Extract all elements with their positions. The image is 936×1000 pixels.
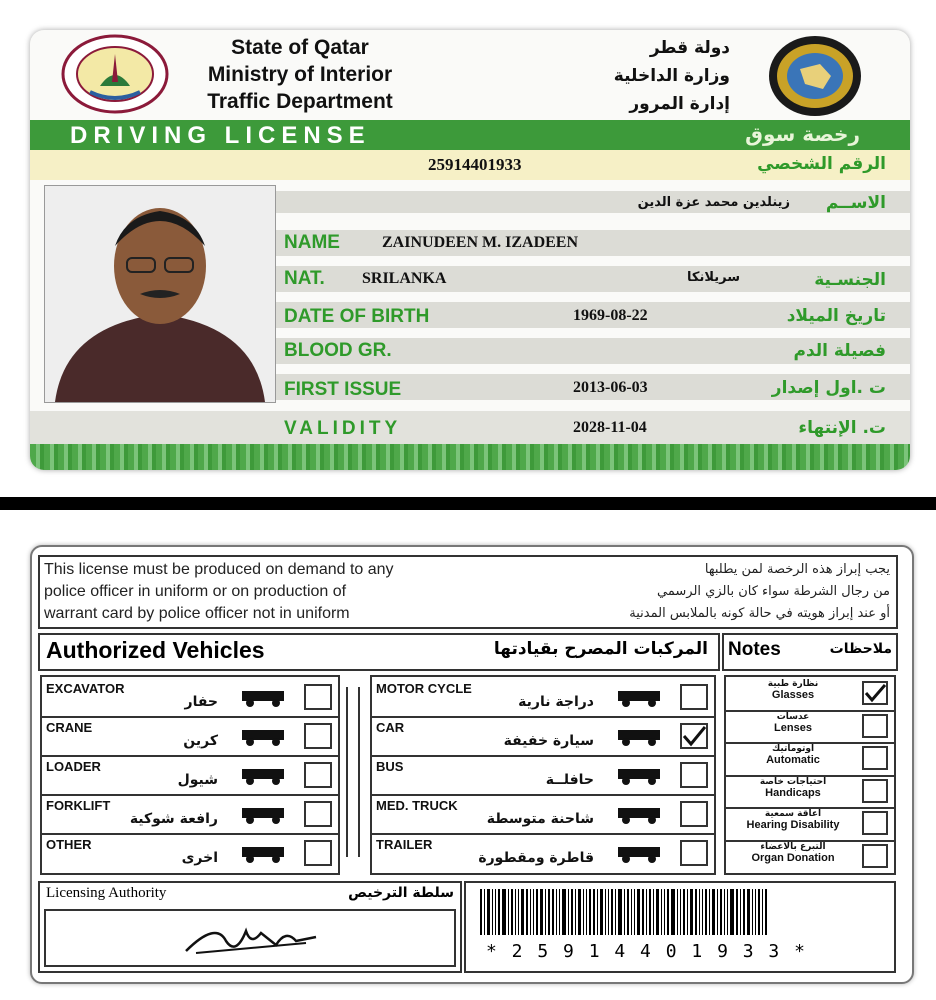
barcode-bar [671, 889, 675, 935]
note-row [726, 840, 894, 873]
barcode-bar [583, 889, 584, 935]
vehicle-icon [228, 685, 298, 707]
barcode-bar [752, 889, 753, 935]
decorative-border [30, 444, 910, 470]
validity-value: 2028-11-04 [573, 419, 647, 436]
note-row [726, 742, 894, 777]
id-row [30, 150, 910, 180]
authority-en: Licensing Authority [46, 885, 167, 901]
note-label-ar: عدسات [776, 711, 810, 722]
note-label [728, 842, 858, 865]
barcode-bar [589, 889, 591, 935]
qatar-emblem-icon [60, 34, 170, 114]
vehicles-title-en: Authorized Vehicles [46, 637, 265, 663]
dob-value: 1969-08-22 [573, 307, 648, 324]
note-checkbox[interactable] [862, 714, 888, 738]
vehicle-name-ar: دراجة نارية [518, 694, 594, 710]
barcode-bar [637, 889, 640, 935]
note-label [728, 712, 858, 735]
vehicle-icon [604, 724, 674, 746]
vehicle-checkbox[interactable] [304, 684, 332, 710]
barcode-bar [575, 889, 576, 935]
barcode-bar [624, 889, 625, 935]
vehicle-checkbox[interactable] [304, 801, 332, 827]
left-row [42, 794, 338, 835]
barcode-bar [552, 889, 554, 935]
note-label-en: Hearing Disability [746, 819, 840, 832]
notes-column [724, 675, 896, 875]
vehicle-name-ar: حافلــة [545, 772, 594, 788]
notice-line: This license must be produced on demand to any [44, 561, 394, 578]
validity-label: VALIDITY [284, 418, 402, 439]
stripe [275, 230, 910, 256]
note-label-ar: نظارة طبية [767, 679, 819, 689]
license-front [30, 30, 910, 470]
title-ar: رخصة سوق [745, 122, 860, 146]
barcode-icon [480, 889, 880, 935]
header-line-ar: إدارة المرور [629, 94, 730, 114]
note-label-ar: اعاقة سمعية [764, 809, 822, 820]
notice-line: warrant card by police officer not in uniform [44, 605, 350, 622]
vehicle-checkbox[interactable] [680, 684, 708, 710]
header-line: Traffic Department [207, 90, 393, 113]
note-label-ar: اوتوماتيك [771, 744, 815, 755]
barcode-bar [559, 889, 560, 935]
note-label-ar: التبرع بالاعضاء [760, 842, 826, 852]
nat-label: NAT. [284, 268, 325, 289]
barcode-bar [631, 889, 632, 935]
note-label-en: Automatic [766, 754, 820, 767]
mid-row [372, 716, 714, 757]
nat-value-ar: سريلانكا [687, 270, 740, 285]
barcode-bar [556, 889, 557, 935]
barcode-bar [615, 889, 616, 935]
nat-value: SRILANKA [362, 270, 447, 287]
notes-header [722, 633, 898, 671]
title-band [30, 120, 910, 150]
barcode-bar [605, 889, 606, 935]
barcode-bar [530, 889, 531, 935]
vehicle-checkbox[interactable] [680, 801, 708, 827]
barcode-bar [502, 889, 506, 935]
vehicle-checkbox[interactable] [304, 840, 332, 866]
barcode-bar [515, 889, 516, 935]
mid-row [372, 677, 714, 718]
vehicle-name-ar: شاحنة متوسطة [486, 811, 594, 827]
vehicle-checkbox[interactable] [304, 723, 332, 749]
vehicle-name-en: CAR [376, 720, 405, 735]
barcode-bar [634, 889, 635, 935]
vehicles-mid [370, 675, 716, 875]
header-line: Ministry of Interior [207, 63, 393, 86]
barcode-bar [661, 889, 662, 935]
barcode-bar [545, 889, 546, 935]
gcc-emblem-icon [765, 34, 865, 118]
barcode-bar [677, 889, 678, 935]
vehicles-left [40, 675, 340, 875]
dob-label: DATE OF BIRTH [284, 306, 430, 327]
vehicle-name-en: LOADER [46, 759, 101, 774]
vehicle-name-en: EXCAVATOR [46, 681, 125, 696]
vehicle-name-ar: قاطرة ومقطورة [478, 850, 594, 866]
note-label-en: Organ Donation [751, 852, 835, 864]
bracket [346, 687, 360, 857]
mid-row [372, 794, 714, 835]
note-label [728, 679, 858, 702]
note-checkbox[interactable] [862, 681, 888, 705]
header-english [170, 34, 430, 115]
barcode-bar [586, 889, 587, 935]
notes-title-ar: ملاحظات [829, 641, 892, 657]
barcode-bar [720, 889, 722, 935]
id-label-ar: الرقم الشخصي [757, 154, 886, 174]
notice-en [44, 559, 544, 625]
notice-line-ar: من رجال الشرطة سواء كان بالزي الرسمي [657, 584, 890, 599]
barcode-bar [540, 889, 543, 935]
barcode-bar [508, 889, 509, 935]
barcode-bar [562, 889, 566, 935]
first-issue-value: 2013-06-03 [573, 379, 648, 396]
barcode-bar [618, 889, 622, 935]
barcode-bar [597, 889, 598, 935]
barcode-bar [627, 889, 629, 935]
note-label-en: Handicaps [765, 786, 821, 799]
validity-row [30, 411, 910, 444]
barcode-bar [667, 889, 669, 935]
note-label-ar: احتياجات خاصة [759, 776, 827, 787]
vehicles-title-ar: المركبات المصرح بقيادتها [493, 639, 708, 659]
vehicle-checkbox[interactable] [680, 840, 708, 866]
nat-label-ar: الجنسـية [814, 270, 886, 290]
barcode-bar [533, 889, 534, 935]
vehicle-icon [228, 841, 298, 863]
barcode-bar [717, 889, 718, 935]
barcode-bar [702, 889, 703, 935]
header-line-ar: دولة قطر [649, 38, 730, 58]
barcode-bar [649, 889, 651, 935]
notice-line-ar: يجب إبراز هذه الرخصة لمن يطلبها [704, 562, 890, 577]
vehicle-icon [604, 802, 674, 824]
vehicle-name-ar: كرين [183, 733, 218, 749]
name-label-ar: الاســم [825, 193, 886, 213]
vehicle-name-en: TRAILER [376, 837, 433, 852]
vehicle-name-en: BUS [376, 759, 404, 774]
blood-label: BLOOD GR. [284, 340, 392, 361]
vehicle-name-ar: شيول [177, 772, 218, 788]
mid-row [372, 833, 714, 872]
header-line-ar: وزارة الداخلية [613, 66, 730, 86]
left-row [42, 833, 338, 872]
note-label [728, 744, 858, 767]
note-row [726, 710, 894, 745]
vehicle-name-ar: سيارة خفيفة [503, 733, 594, 749]
vehicle-checkbox[interactable] [680, 762, 708, 788]
barcode-bar [740, 889, 741, 935]
validity-label-ar: ت. الإنتهاء [798, 418, 886, 438]
note-checkbox[interactable] [862, 811, 888, 835]
note-label [728, 777, 858, 800]
vehicle-name-ar: حفار [184, 694, 218, 710]
barcode-bar [492, 889, 493, 935]
note-label-en: Lenses [774, 721, 812, 734]
dob-label-ar: تاريخ الميلاد [786, 306, 886, 326]
barcode-bar [578, 889, 581, 935]
barcode-bar [656, 889, 659, 935]
name-value: ZAINUDEEN M. IZADEEN [382, 234, 579, 251]
holder-photo [44, 185, 276, 403]
barcode-bar [724, 889, 725, 935]
name-ar: زينلدين محمد عزة الدين [637, 195, 790, 210]
vehicle-icon [228, 802, 298, 824]
barcode-box [464, 881, 896, 973]
note-label [728, 809, 858, 832]
barcode-bar [712, 889, 715, 935]
barcode-bar [762, 889, 763, 935]
vehicle-icon [228, 763, 298, 785]
barcode-bar [695, 889, 697, 935]
vehicle-name-en: CRANE [46, 720, 93, 735]
left-row [42, 716, 338, 757]
barcode-bar [608, 889, 609, 935]
barcode-bar [480, 889, 482, 935]
barcode-bar [571, 889, 573, 935]
barcode-bar [755, 889, 756, 935]
vehicle-name-ar: رافعة شوكية [129, 811, 218, 827]
vehicle-name-en: FORKLIFT [46, 798, 111, 813]
barcode-bar [548, 889, 550, 935]
signature-area [44, 909, 456, 967]
barcode-bar [664, 889, 665, 935]
barcode-bar [699, 889, 700, 935]
vehicle-icon [604, 763, 674, 785]
barcode-bar [521, 889, 524, 935]
vehicle-checkbox[interactable] [304, 762, 332, 788]
note-label-en: Glasses [771, 689, 815, 701]
barcode-bar [758, 889, 760, 935]
note-row [726, 677, 894, 712]
first-issue-label: FIRST ISSUE [284, 379, 402, 400]
vehicles-header [38, 633, 720, 671]
mid-row [372, 755, 714, 796]
note-row [726, 807, 894, 842]
barcode-bar [518, 889, 519, 935]
title-en: DRIVING LICENSE [70, 122, 371, 149]
barcode-bar [683, 889, 685, 935]
vehicle-icon [604, 685, 674, 707]
barcode-bar [484, 889, 485, 935]
barcode-bar [765, 889, 767, 935]
license-back [30, 545, 914, 984]
signature-icon [46, 911, 454, 965]
barcode-bar [747, 889, 750, 935]
notice-line: police officer in uniform or on production of [44, 583, 347, 600]
vehicle-name-en: OTHER [46, 837, 92, 852]
barcode-bar [687, 889, 688, 935]
barcode-bar [727, 889, 728, 935]
barcode-bar [568, 889, 569, 935]
divider [0, 497, 936, 510]
barcode-bar [736, 889, 738, 935]
name-label: NAME [284, 232, 340, 253]
barcode-bar [642, 889, 644, 935]
barcode-bar [511, 889, 513, 935]
vehicle-icon [604, 841, 674, 863]
vehicle-icon [228, 724, 298, 746]
id-number: 25914401933 [428, 155, 522, 174]
vehicle-name-en: MED. TRUCK [376, 798, 458, 813]
first-issue-label-ar: ت .اول إصدار [771, 378, 886, 398]
vehicle-checkbox[interactable] [680, 723, 708, 749]
header-arabic [550, 34, 730, 118]
barcode-bar [705, 889, 707, 935]
note-checkbox[interactable] [862, 746, 888, 770]
notes-title-en: Notes [728, 639, 781, 660]
barcode-bar [680, 889, 681, 935]
barcode-bar [495, 889, 496, 935]
left-row [42, 677, 338, 718]
barcode-text: * 2 5 9 1 4 4 0 1 9 3 3 * [486, 941, 807, 962]
header-line: State of Qatar [231, 36, 369, 59]
blood-label-ar: فصيلة الدم [793, 341, 886, 361]
barcode-bar [743, 889, 745, 935]
note-row [726, 775, 894, 810]
barcode-bar [611, 889, 613, 935]
barcode-bar [487, 889, 490, 935]
notice-box [38, 555, 898, 629]
vehicle-name-en: MOTOR CYCLE [376, 681, 472, 696]
barcode-bar [646, 889, 647, 935]
notice-line-ar: أو عند إبراز هويته في حالة كونه بالملابس المدنية [629, 606, 890, 621]
note-checkbox[interactable] [862, 779, 888, 803]
left-row [42, 755, 338, 796]
notice-ar [530, 559, 890, 625]
barcode-bar [600, 889, 603, 935]
barcode-bar [526, 889, 528, 935]
barcode-bar [653, 889, 654, 935]
barcode-bar [709, 889, 710, 935]
barcode-bar [498, 889, 500, 935]
barcode-bar [536, 889, 538, 935]
barcode-bar [593, 889, 595, 935]
barcode-bar [730, 889, 734, 935]
note-checkbox[interactable] [862, 844, 888, 868]
authority-ar: سلطة الترخيص [348, 885, 454, 901]
vehicle-name-ar: اخرى [181, 850, 218, 866]
barcode-bar [690, 889, 693, 935]
authority-box [38, 881, 462, 973]
